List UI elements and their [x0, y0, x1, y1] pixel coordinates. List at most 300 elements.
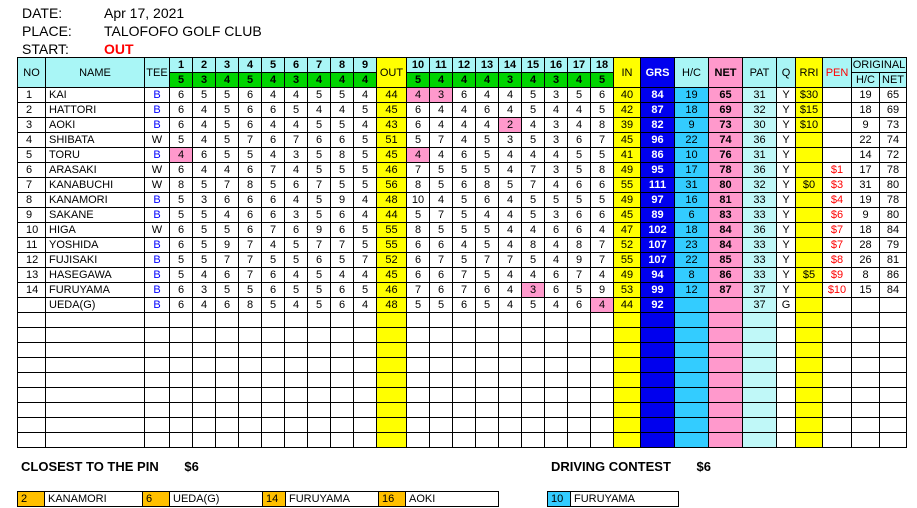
score-cell: 6: [407, 253, 430, 268]
score-cell: 4: [499, 238, 522, 253]
empty-cell: [262, 403, 285, 418]
score-cell: 5: [476, 238, 499, 253]
empty-cell: [18, 328, 46, 343]
empty-cell: [743, 403, 777, 418]
score-cell: 7: [308, 178, 331, 193]
empty-cell: [614, 433, 641, 448]
empty-cell: [743, 373, 777, 388]
net-cell: 84: [709, 238, 743, 253]
penalty-cell: [823, 103, 852, 118]
score-cell: 5: [262, 253, 285, 268]
rri-cell: $5: [796, 268, 823, 283]
score-cell: 3: [499, 133, 522, 148]
empty-cell: [262, 328, 285, 343]
rri-cell: [796, 208, 823, 223]
gross-cell: 94: [641, 268, 675, 283]
score-cell: 5: [216, 118, 239, 133]
score-cell: 5: [430, 298, 453, 313]
closest-entries: [17, 491, 499, 507]
score-cell: 8: [591, 118, 614, 133]
empty-cell: [823, 343, 852, 358]
empty-cell: [354, 313, 377, 328]
empty-cell: [880, 373, 907, 388]
empty-cell: [239, 358, 262, 373]
q-cell: Y: [777, 88, 796, 103]
pat-cell: 32: [743, 103, 777, 118]
score-cell: 3: [193, 193, 216, 208]
score-cell: 6: [545, 283, 568, 298]
score-cell: 9: [308, 223, 331, 238]
q-cell: G: [777, 298, 796, 313]
empty-cell: [193, 418, 216, 433]
empty-cell: [308, 403, 331, 418]
score-cell: 7: [430, 253, 453, 268]
empty-cell: [675, 328, 709, 343]
player-row: [18, 178, 907, 193]
empty-cell: [476, 388, 499, 403]
score-cell: 5: [170, 193, 193, 208]
score-cell: 4: [262, 118, 285, 133]
player-row: [18, 163, 907, 178]
score-cell: 6: [453, 88, 476, 103]
empty-cell: [675, 388, 709, 403]
date-value: Apr 17, 2021: [104, 5, 185, 21]
empty-cell: [239, 388, 262, 403]
hole-header: 7: [308, 58, 331, 73]
penalty-cell: $7: [823, 238, 852, 253]
subtotal-cell: 40: [614, 88, 641, 103]
empty-row: [18, 343, 907, 358]
empty-cell: [852, 388, 880, 403]
score-cell: 5: [522, 193, 545, 208]
empty-cell: [407, 403, 430, 418]
empty-cell: [796, 358, 823, 373]
empty-cell: [407, 388, 430, 403]
penalty-cell: [823, 88, 852, 103]
player-row: [18, 148, 907, 163]
score-cell: 5: [354, 148, 377, 163]
penalty-cell: $1: [823, 163, 852, 178]
empty-cell: [823, 358, 852, 373]
player-number: 6: [18, 163, 46, 178]
score-cell: 5: [568, 193, 591, 208]
col-no-header: NO: [18, 58, 46, 88]
score-cell: 4: [407, 148, 430, 163]
driving-title: DRIVING CONTEST: [551, 459, 671, 474]
penalty-cell: $4: [823, 193, 852, 208]
score-cell: 5: [407, 208, 430, 223]
score-cell: 6: [170, 223, 193, 238]
score-cell: 4: [430, 148, 453, 163]
score-cell: 8: [476, 178, 499, 193]
score-cell: 4: [262, 88, 285, 103]
pat-cell: 32: [743, 178, 777, 193]
score-cell: 4: [499, 163, 522, 178]
score-cell: 5: [522, 88, 545, 103]
empty-cell: [614, 313, 641, 328]
player-tee: B: [145, 238, 170, 253]
score-cell: 7: [591, 133, 614, 148]
score-cell: 4: [499, 268, 522, 283]
original-net-cell: 65: [880, 88, 907, 103]
empty-cell: [852, 373, 880, 388]
pat-cell: 31: [743, 88, 777, 103]
score-cell: 6: [476, 103, 499, 118]
empty-cell: [285, 343, 308, 358]
empty-cell: [239, 328, 262, 343]
score-cell: 4: [193, 163, 216, 178]
score-cell: 6: [239, 103, 262, 118]
par-cell: 4: [476, 73, 499, 88]
pat-cell: 36: [743, 133, 777, 148]
subtotal-cell: 47: [614, 223, 641, 238]
subtotal-cell: 55: [614, 253, 641, 268]
score-cell: 5: [308, 268, 331, 283]
empty-cell: [193, 403, 216, 418]
original-net-cell: 80: [880, 178, 907, 193]
player-tee: W: [145, 223, 170, 238]
handicap-cell: [675, 298, 709, 313]
empty-cell: [331, 403, 354, 418]
score-cell: 7: [453, 283, 476, 298]
empty-cell: [377, 313, 407, 328]
score-cell: 6: [308, 133, 331, 148]
score-cell: 5: [476, 148, 499, 163]
score-cell: 4: [285, 268, 308, 283]
score-cell: 10: [407, 193, 430, 208]
hole-header: 17: [568, 58, 591, 73]
empty-cell: [239, 343, 262, 358]
original-net-cell: 73: [880, 118, 907, 133]
score-cell: 5: [170, 268, 193, 283]
score-cell: 4: [545, 298, 568, 313]
empty-cell: [285, 388, 308, 403]
par-cell: 3: [285, 73, 308, 88]
par-cell: 4: [354, 73, 377, 88]
score-cell: 4: [453, 118, 476, 133]
score-cell: 6: [568, 178, 591, 193]
empty-cell: [262, 418, 285, 433]
empty-cell: [591, 328, 614, 343]
player-number: 5: [18, 148, 46, 163]
player-name: KANAMORI: [46, 193, 145, 208]
empty-cell: [591, 403, 614, 418]
hole-header: 12: [453, 58, 476, 73]
gross-cell: 107: [641, 253, 675, 268]
empty-cell: [354, 433, 377, 448]
score-cell: 6: [170, 298, 193, 313]
empty-cell: [285, 403, 308, 418]
empty-cell: [499, 343, 522, 358]
empty-cell: [377, 373, 407, 388]
player-tee: B: [145, 103, 170, 118]
penalty-cell: [823, 148, 852, 163]
score-cell: 6: [262, 208, 285, 223]
score-cell: 6: [262, 268, 285, 283]
empty-cell: [545, 343, 568, 358]
player-row: [18, 103, 907, 118]
pat-cell: 30: [743, 118, 777, 133]
score-cell: 4: [453, 103, 476, 118]
score-cell: 4: [499, 193, 522, 208]
col-rri-header: RRI: [796, 58, 823, 88]
q-cell: Y: [777, 223, 796, 238]
handicap-cell: 23: [675, 238, 709, 253]
gross-cell: 107: [641, 238, 675, 253]
score-cell: 5: [308, 193, 331, 208]
score-cell: 6: [170, 118, 193, 133]
score-cell: 7: [407, 163, 430, 178]
original-net-cell: 69: [880, 103, 907, 118]
empty-cell: [743, 313, 777, 328]
empty-cell: [331, 433, 354, 448]
net-cell: 65: [709, 88, 743, 103]
score-cell: 6: [331, 208, 354, 223]
original-net-cell: [880, 298, 907, 313]
net-cell: 85: [709, 253, 743, 268]
score-cell: 4: [193, 268, 216, 283]
score-cell: 5: [308, 283, 331, 298]
score-cell: 5: [331, 163, 354, 178]
score-cell: 3: [285, 208, 308, 223]
original-net-cell: 84: [880, 283, 907, 298]
score-cell: 6: [170, 88, 193, 103]
empty-cell: [675, 343, 709, 358]
net-cell: 83: [709, 208, 743, 223]
original-hc-cell: 17: [852, 163, 880, 178]
gross-cell: 87: [641, 103, 675, 118]
empty-cell: [331, 388, 354, 403]
empty-cell: [614, 403, 641, 418]
empty-row: [18, 418, 907, 433]
empty-cell: [777, 433, 796, 448]
score-cell: 5: [239, 148, 262, 163]
hole-header: 18: [591, 58, 614, 73]
score-cell: 4: [308, 103, 331, 118]
empty-cell: [453, 373, 476, 388]
gross-cell: 95: [641, 163, 675, 178]
original-net-cell: 86: [880, 268, 907, 283]
subtotal-cell: 49: [614, 268, 641, 283]
empty-cell: [145, 433, 170, 448]
empty-cell: [591, 358, 614, 373]
score-cell: 5: [453, 193, 476, 208]
empty-cell: [591, 418, 614, 433]
score-cell: 4: [591, 223, 614, 238]
score-cell: 6: [407, 268, 430, 283]
empty-cell: [880, 358, 907, 373]
pin-player: AOKI: [406, 492, 499, 507]
score-cell: 8: [407, 178, 430, 193]
empty-cell: [354, 418, 377, 433]
par-cell: 4: [262, 73, 285, 88]
score-cell: 4: [545, 178, 568, 193]
player-number: 10: [18, 223, 46, 238]
score-cell: 5: [476, 133, 499, 148]
score-cell: 4: [193, 298, 216, 313]
score-cell: 5: [522, 208, 545, 223]
empty-cell: [216, 373, 239, 388]
score-cell: 8: [591, 163, 614, 178]
score-cell: 5: [568, 88, 591, 103]
score-cell: 4: [430, 193, 453, 208]
hole-header: 14: [499, 58, 522, 73]
rri-cell: [796, 298, 823, 313]
score-cell: 5: [354, 103, 377, 118]
empty-cell: [499, 433, 522, 448]
date-label: DATE:: [22, 5, 63, 21]
empty-cell: [193, 433, 216, 448]
empty-cell: [430, 433, 453, 448]
empty-cell: [308, 388, 331, 403]
player-number: [18, 298, 46, 313]
empty-cell: [170, 373, 193, 388]
empty-cell: [308, 433, 331, 448]
empty-cell: [46, 358, 145, 373]
par-cell: 5: [407, 73, 430, 88]
empty-cell: [476, 403, 499, 418]
score-cell: 5: [476, 223, 499, 238]
score-cell: 5: [331, 88, 354, 103]
score-cell: 4: [476, 208, 499, 223]
empty-cell: [709, 328, 743, 343]
player-number: 11: [18, 238, 46, 253]
empty-cell: [407, 373, 430, 388]
empty-cell: [777, 373, 796, 388]
date-line: [22, 4, 184, 22]
subtotal-header: IN: [614, 58, 641, 88]
rri-cell: [796, 253, 823, 268]
empty-cell: [145, 343, 170, 358]
score-cell: 5: [568, 163, 591, 178]
subtotal-cell: 48: [377, 193, 407, 208]
empty-cell: [170, 433, 193, 448]
empty-cell: [709, 433, 743, 448]
handicap-cell: 9: [675, 118, 709, 133]
empty-cell: [743, 388, 777, 403]
empty-row: [18, 313, 907, 328]
gross-cell: 102: [641, 223, 675, 238]
player-name: FUJISAKI: [46, 253, 145, 268]
empty-cell: [46, 418, 145, 433]
empty-cell: [852, 403, 880, 418]
score-cell: 4: [216, 208, 239, 223]
score-cell: 5: [522, 253, 545, 268]
gross-cell: 97: [641, 193, 675, 208]
score-cell: 3: [545, 133, 568, 148]
empty-cell: [522, 358, 545, 373]
empty-cell: [407, 418, 430, 433]
player-tee: B: [145, 88, 170, 103]
player-row: [18, 223, 907, 238]
empty-cell: [430, 418, 453, 433]
score-cell: 6: [407, 103, 430, 118]
empty-cell: [675, 433, 709, 448]
score-cell: 3: [430, 88, 453, 103]
place-line: [22, 22, 262, 40]
score-cell: 6: [430, 268, 453, 283]
hole-header: 5: [262, 58, 285, 73]
empty-cell: [170, 388, 193, 403]
closest-to-pin-heading: [21, 459, 199, 474]
empty-cell: [499, 418, 522, 433]
score-cell: 4: [430, 118, 453, 133]
player-name: HASEGAWA: [46, 268, 145, 283]
driving-hole: 10: [548, 492, 571, 507]
scorecard-table: [17, 57, 907, 448]
score-cell: 6: [407, 238, 430, 253]
original-net-cell: 78: [880, 193, 907, 208]
player-tee: W: [145, 163, 170, 178]
score-cell: 4: [193, 133, 216, 148]
score-cell: 3: [545, 163, 568, 178]
pin-hole: 14: [263, 492, 286, 507]
handicap-cell: 18: [675, 103, 709, 118]
empty-cell: [796, 433, 823, 448]
score-cell: 5: [193, 238, 216, 253]
col-net-header: NET: [709, 58, 743, 88]
score-cell: 5: [285, 103, 308, 118]
score-cell: 8: [331, 148, 354, 163]
player-row: [18, 283, 907, 298]
score-cell: 6: [285, 178, 308, 193]
empty-cell: [216, 343, 239, 358]
empty-cell: [285, 313, 308, 328]
empty-cell: [614, 418, 641, 433]
score-cell: 5: [430, 223, 453, 238]
score-cell: 4: [193, 118, 216, 133]
score-cell: 3: [545, 118, 568, 133]
empty-cell: [331, 373, 354, 388]
subtotal-cell: 46: [377, 163, 407, 178]
player-tee: W: [145, 133, 170, 148]
empty-cell: [743, 418, 777, 433]
empty-cell: [709, 403, 743, 418]
empty-cell: [377, 418, 407, 433]
player-name: UEDA(G): [46, 298, 145, 313]
score-cell: 5: [430, 178, 453, 193]
empty-cell: [354, 358, 377, 373]
score-cell: 6: [262, 133, 285, 148]
score-cell: 9: [591, 283, 614, 298]
empty-cell: [170, 418, 193, 433]
empty-cell: [545, 313, 568, 328]
score-cell: 5: [407, 133, 430, 148]
rri-cell: [796, 238, 823, 253]
score-cell: 8: [170, 178, 193, 193]
score-cell: 5: [430, 163, 453, 178]
empty-cell: [743, 328, 777, 343]
original-hc-cell: 31: [852, 178, 880, 193]
player-number: 12: [18, 253, 46, 268]
score-cell: 4: [568, 103, 591, 118]
score-cell: 4: [354, 268, 377, 283]
place-value: TALOFOFO GOLF CLUB: [104, 23, 262, 39]
score-cell: 5: [453, 208, 476, 223]
score-cell: 4: [285, 298, 308, 313]
empty-cell: [852, 313, 880, 328]
player-number: 14: [18, 283, 46, 298]
empty-cell: [614, 373, 641, 388]
empty-cell: [522, 343, 545, 358]
empty-cell: [145, 373, 170, 388]
driving-entries: [547, 491, 679, 507]
empty-cell: [675, 313, 709, 328]
score-cell: 5: [170, 208, 193, 223]
empty-cell: [407, 358, 430, 373]
empty-row: [18, 373, 907, 388]
empty-row: [18, 328, 907, 343]
